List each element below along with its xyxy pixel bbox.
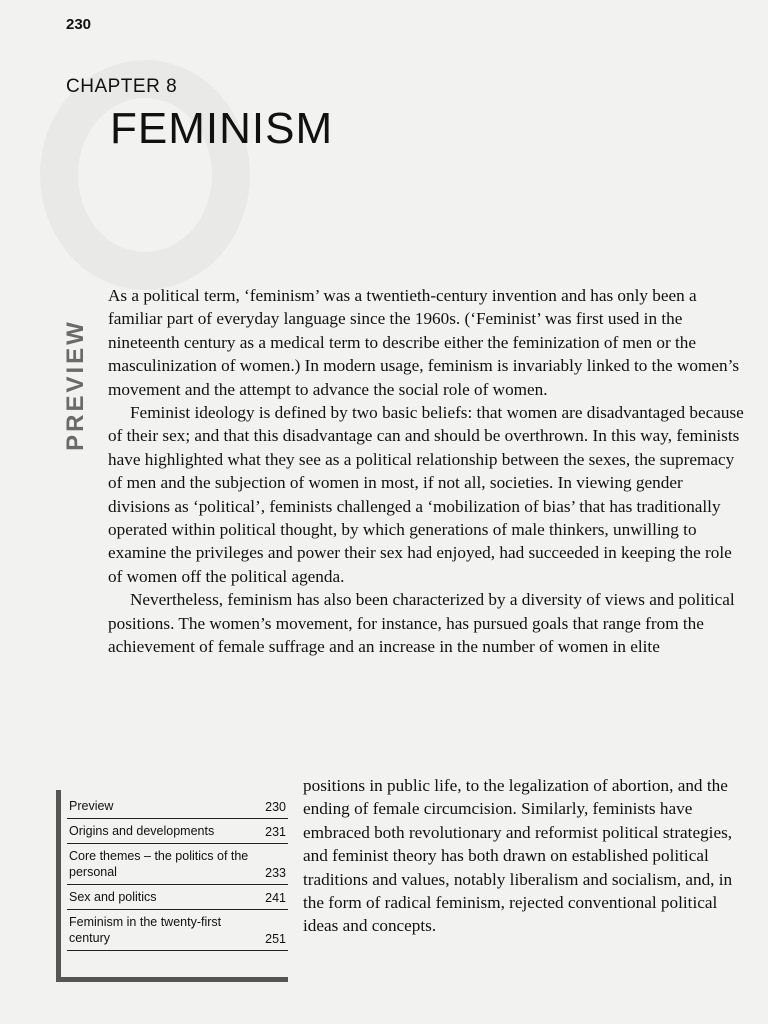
contents-label: Sex and politics <box>69 890 157 904</box>
contents-page: 241 <box>265 891 286 905</box>
contents-row[interactable] <box>67 844 288 885</box>
paragraph-1: As a political term, ‘feminism’ was a twentieth-century invention and has only been a familiar part of everyday language since the 1960s. (‘Feminist’ was first used in the nineteenth century as a medical term to describe either the feminization of men or the masculinization of women.) In modern usage, feminism is invariably linked to the women’s movement and the attempt to advance the social role of women. <box>108 286 740 399</box>
chapter-contents-box <box>56 790 288 982</box>
contents-label: Feminism in the twenty-first century <box>69 915 222 945</box>
chapter-label: CHAPTER 8 <box>66 76 178 97</box>
paragraph-3-continued: positions in public life, to the legalization of abortion, and the ending of female circumcision. Similarly, feminists have embraced both revolutionary and reformist political strategies, and feminist theory has both drawn on established political traditions and values, notably liberalism and socialism, and, in the form of radical feminism, rejected conventional political ideas and concepts. <box>303 776 733 936</box>
contents-page: 233 <box>265 866 286 880</box>
chapter-title: FEMINISM <box>110 104 334 153</box>
body-text <box>108 284 748 659</box>
contents-row[interactable] <box>67 885 288 910</box>
contents-row[interactable] <box>67 819 288 844</box>
contents-row[interactable] <box>67 910 288 951</box>
paragraph-2: Feminist ideology is defined by two basic beliefs: that women are disadvantaged because of their sex; and that this disadvantage can and should be overthrown. In this way, feminists have highlighted what they see as a political relationship between the sexes, the supremacy of men and the subjection of women in most, if not all, societies. In viewing gender divisions as ‘political’, feminists challenged a ‘mobilization of bias’ that has traditionally operated within political thought, by which generations of male thinkers, unwilling to examine the privileges and power their sex had enjoyed, had succeeded in keeping the role of women off the political agenda. <box>108 403 744 586</box>
paragraph-3-start: Nevertheless, feminism has also been characterized by a diversity of views and political positions. The women’s movement, for instance, has pursued goals that range from the achievement of female suffrage and an increase in the number of women in elite <box>108 590 735 657</box>
contents-label: Origins and developments <box>69 824 215 838</box>
contents-page: 251 <box>265 932 286 946</box>
contents-page: 230 <box>265 800 286 814</box>
page-number: 230 <box>66 16 92 33</box>
preview-side-label <box>60 296 92 474</box>
contents-row[interactable] <box>67 794 288 819</box>
contents-label: Preview <box>69 799 114 813</box>
contents-page: 231 <box>265 825 286 839</box>
preview-side-text: PREVIEW <box>62 319 89 451</box>
contents-label: Core themes – the politics of the personal <box>69 849 249 879</box>
